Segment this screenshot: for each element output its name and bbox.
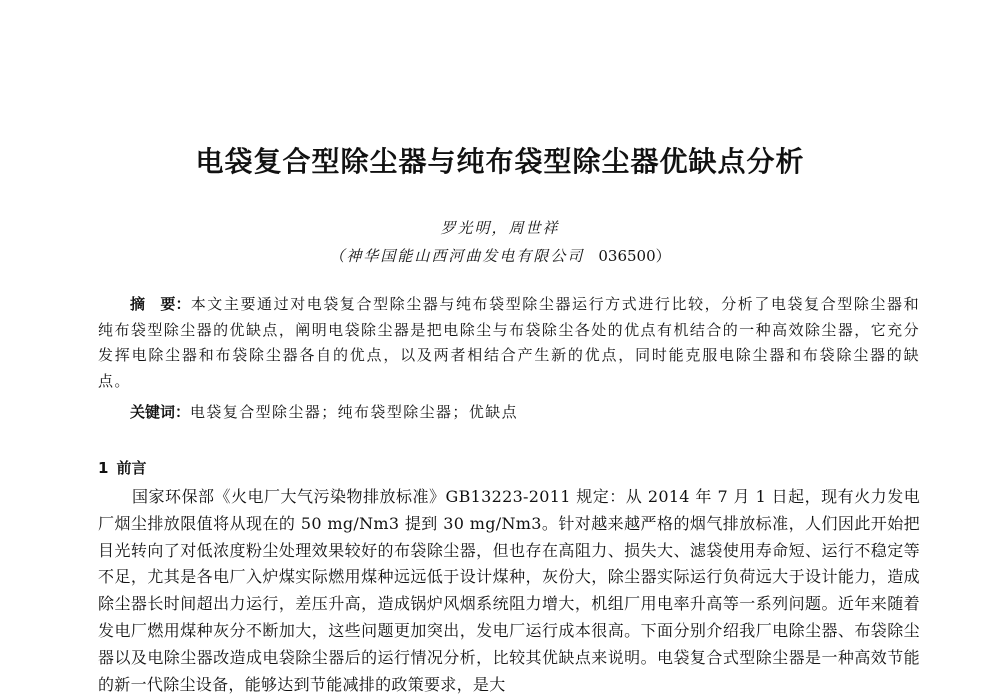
section-heading-introduction bbox=[98, 456, 146, 480]
abstract-text: 本文主要通过对电袋复合型除尘器与纯布袋型除尘器运行方式进行比较，分析了电袋复合型除尘器和纯布袋型除尘器的优缺点，阐明电袋除尘器是把电除尘与布袋除尘各处的优点有机结合的一种高效除尘器，它充分发挥电除尘器和布袋除尘器各自的优点，以及两者相结合产生新的优点，同时能克服电除尘器和布袋除尘器的缺点。 bbox=[98, 295, 920, 390]
section-number: 1 bbox=[98, 459, 109, 477]
paper-affiliation bbox=[0, 245, 1000, 267]
keywords-text: 电袋复合型除尘器；纯布袋型除尘器；优缺点 bbox=[190, 403, 519, 421]
affiliation-postcode: 036500） bbox=[598, 247, 671, 265]
keywords bbox=[130, 400, 920, 424]
section-paragraph: 国家环保部《火电厂大气污染物排放标准》GB13223-2011 规定：从 2014 年 7 月 1 日起，现有火力发电厂烟尘排放限值将从现在的 50 mg/Nm3 提到 30 mg/Nm3。针对越来越严格的烟气排放标准，人们因此开始把目光转向了对低浓度粉尘处理效果较好的布袋除尘器，但也存在高阻力、损失大、滤袋使用寿命短、运行不稳定等不足，尤其是各电厂入炉煤实际燃用煤种远远低于设计煤种，灰份大，除尘器实际运行负荷远大于设计能力，造成除尘器长时间超出力运行，差压升高，造成锅炉风烟系统阻力增大，机组厂用电率升高等一系列问题。近年来随着发电厂燃用煤种灰分不断加大，这些问题更加突出，发电厂运行成本很高。下面分别介绍我厂电除尘器、布袋除尘器以及电除尘器改造成电袋除尘器后的运行情况分析，比较其优缺点来说明。电袋复合式型除尘器是一种高效节能的新一代除尘设备，能够达到节能减排的政策要求，是大 bbox=[98, 487, 920, 694]
paper-authors: 罗光明，周世祥 bbox=[440, 219, 560, 237]
paper-title: 电袋复合型除尘器与纯布袋型除尘器优缺点分析 bbox=[195, 145, 805, 178]
section-title: 前言 bbox=[116, 459, 147, 477]
affiliation-name: （神华国能山西河曲发电有限公司 bbox=[329, 247, 585, 265]
keywords-label: 关键词： bbox=[130, 403, 191, 421]
abstract-label: 摘 要： bbox=[130, 295, 191, 313]
abstract bbox=[98, 292, 920, 394]
